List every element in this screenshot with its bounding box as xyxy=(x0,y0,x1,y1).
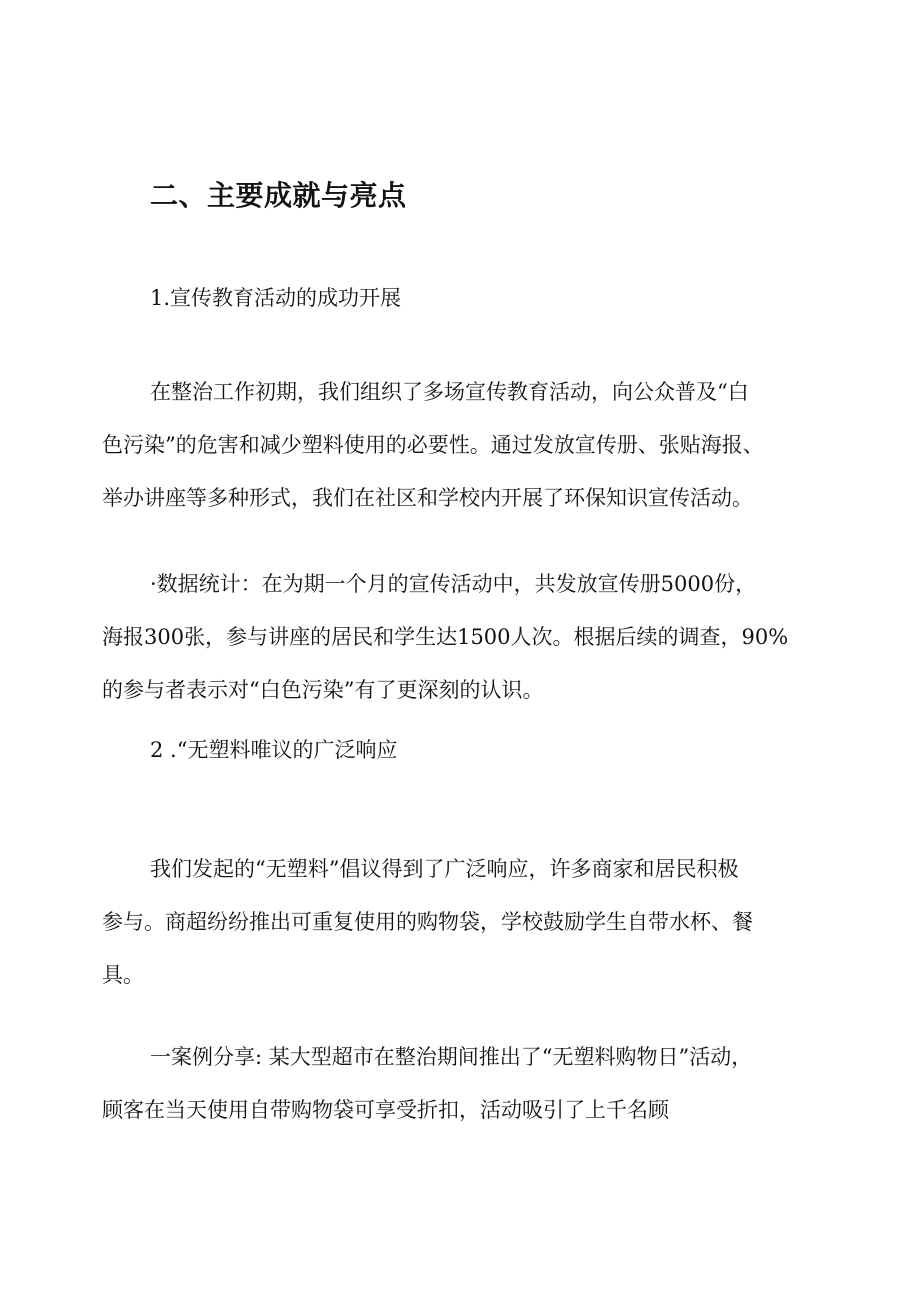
case-line: 顾客在当天使用自带购物袋可享受折扣，活动吸引了上千名顾 xyxy=(102,1098,669,1122)
item1-stats xyxy=(102,558,830,717)
paragraph-line: 我们发起的“无塑料”倡议得到了广泛响应，许多商家和居民积极 xyxy=(150,857,739,881)
item2-paragraph xyxy=(102,843,830,1002)
item2-case xyxy=(102,1031,830,1137)
stats-line: 海报300张，参与讲座的居民和学生达1500人次。根据后续的调查，90% xyxy=(102,625,789,649)
case-line: 一案例分享: 某大型超市在整治期间推出了“无塑料购物日”活动， xyxy=(150,1045,753,1069)
item1-paragraph xyxy=(102,366,830,525)
paragraph-line: 具。 xyxy=(102,963,144,987)
section-heading: 二、主要成就与亮点 xyxy=(150,179,407,212)
paragraph-line: 举办讲座等多种形式，我们在社区和学校内开展了环保知识宣传活动。 xyxy=(102,486,753,510)
paragraph-line: 参与。商超纷纷推出可重复使用的购物袋，学校鼓励学生自带水杯、餐 xyxy=(102,910,753,934)
stats-line: 的参与者表示对“白色污染”有了更深刻的认识。 xyxy=(102,678,544,702)
paragraph-line: 色污染”的危害和减少塑料使用的必要性。通过发放宣传册、张贴海报、 xyxy=(102,433,764,457)
stats-line: ·数据统计：在为期一个月的宣传活动中，共发放宣传册5000份， xyxy=(150,572,757,596)
paragraph-line: 在整治工作初期，我们组织了多场宣传教育活动，向公众普及“白 xyxy=(150,380,749,404)
item1-title: 1.宣传教育活动的成功开展 xyxy=(150,286,402,310)
item2-title: 2 .“无塑料唯议的广泛响应 xyxy=(150,738,398,762)
